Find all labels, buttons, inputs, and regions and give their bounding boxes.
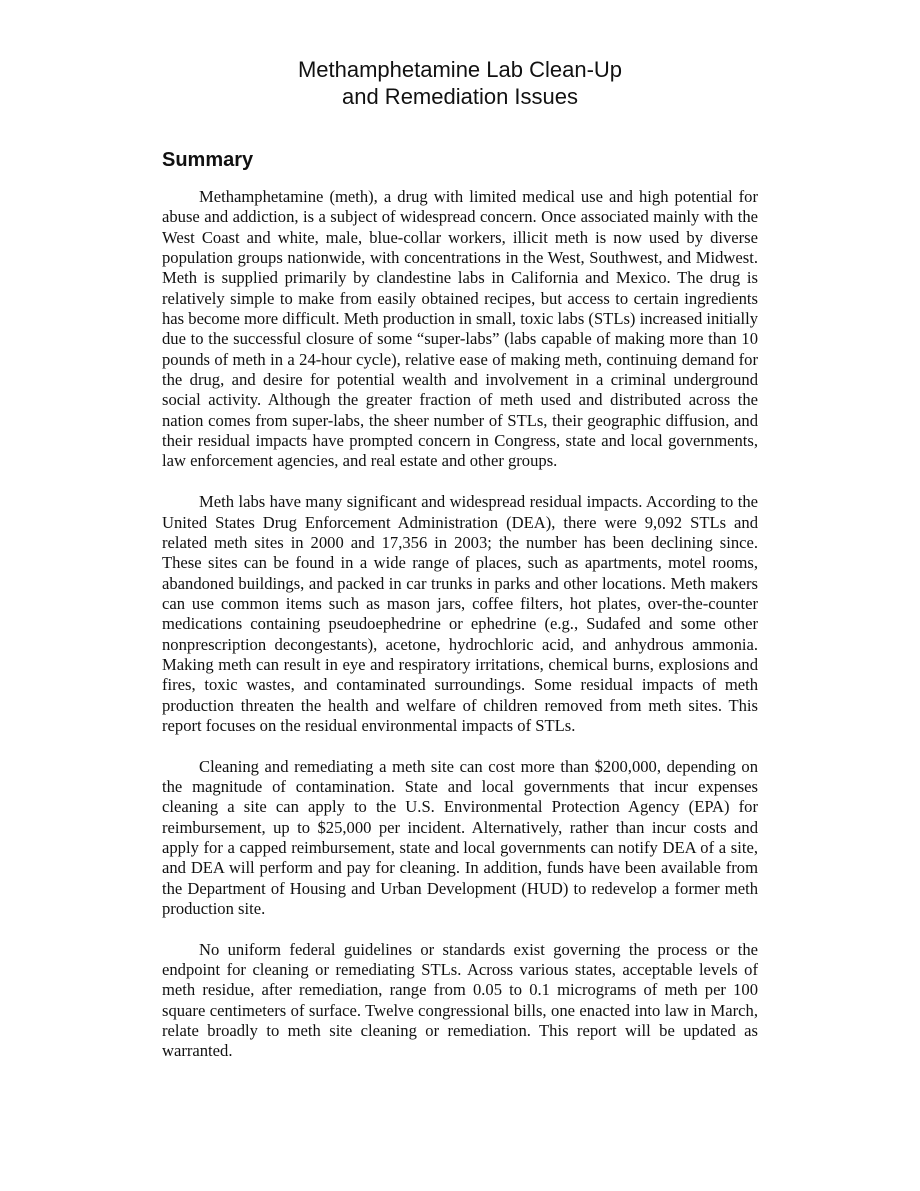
document-title-line-2: and Remediation Issues xyxy=(341,84,579,109)
summary-paragraph-3: Cleaning and remediating a meth site can cost more than $200,000, depending on the magnitude of contamination. State and local governments that incur expenses cleaning a site can apply to the U.S. Environmental Protection Agency (EPA) for reimbursement, up to $25,000 per incident. Alternatively, rather than incur costs and apply for a capped reimbursement, state and local governments can notify DEA of a site, and DEA will perform and pay for cleaning. In addition, funds have been available from the Department of Housing and Urban Development (HUD) to redevelop a former meth production site. xyxy=(162,756,758,919)
summary-paragraph-4: No uniform federal guidelines or standards exist governing the process or the endpoint for cleaning or remediating STLs. Across various states, acceptable levels of meth residue, after remediation, range from 0.05 to 0.1 micrograms of meth per 100 square centimeters of surface. Twelve congressional bills, one enacted into law in March, relate broadly to meth site cleaning or remediation. This report will be updated as warranted. xyxy=(162,939,758,1061)
summary-paragraph-2: Meth labs have many significant and widespread residual impacts. According to the United States Drug Enforcement Administration (DEA), there were 9,092 STLs and related meth sites in 2000 and 17,356 in 2003; the number has been declining since. These sites can be found in a wide range of places, such as apartments, motel rooms, abandoned buildings, and packed in car trunks in parks and other locations. Meth makers can use common items such as mason jars, coffee filters, hot plates, over-the-counter medications containing pseudoephedrine or ephedrine (e.g., Sudafed and some other nonprescription decongestants), acetone, hydrochloric acid, and anhydrous ammonia. Making meth can result in eye and respiratory irritations, chemical burns, explosions and fires, toxic wastes, and contaminated surroundings. Some residual impacts of meth production threaten the health and welfare of children removed from meth sites. This report focuses on the residual environmental impacts of STLs. xyxy=(162,492,758,735)
summary-paragraph-1: Methamphetamine (meth), a drug with limited medical use and high potential for abuse and addiction, is a subject of widespread concern. Once associated mainly with the West Coast and white, male, blue-collar workers, illicit meth is now used by diverse population groups nationwide, with concentrations in the West, Southwest, and Midwest. Meth is supplied primarily by clandestine labs in California and Mexico. The drug is relatively simple to make from easily obtained recipes, but access to certain ingredients has become more difficult. Meth production in small, toxic labs (STLs) increased initially due to the successful closure of some “super-labs” (labs capable of making more than 10 pounds of meth in a 24-hour cycle), relative ease of making meth, continuing demand for the drug, and desire for potential wealth and involvement in a criminal underground social activity. Although the greater fraction of meth used and distributed across the nation comes from super-labs, the sheer number of STLs, their geographic diffusion, and their residual impacts have prompted concern in Congress, state and local governments, law enforcement agencies, and real estate and other groups. xyxy=(162,187,759,471)
document-title-line-1: Methamphetamine Lab Clean-Up xyxy=(297,57,623,82)
document-title xyxy=(162,56,758,110)
summary-heading: Summary xyxy=(162,149,254,171)
document-page xyxy=(162,0,758,1062)
